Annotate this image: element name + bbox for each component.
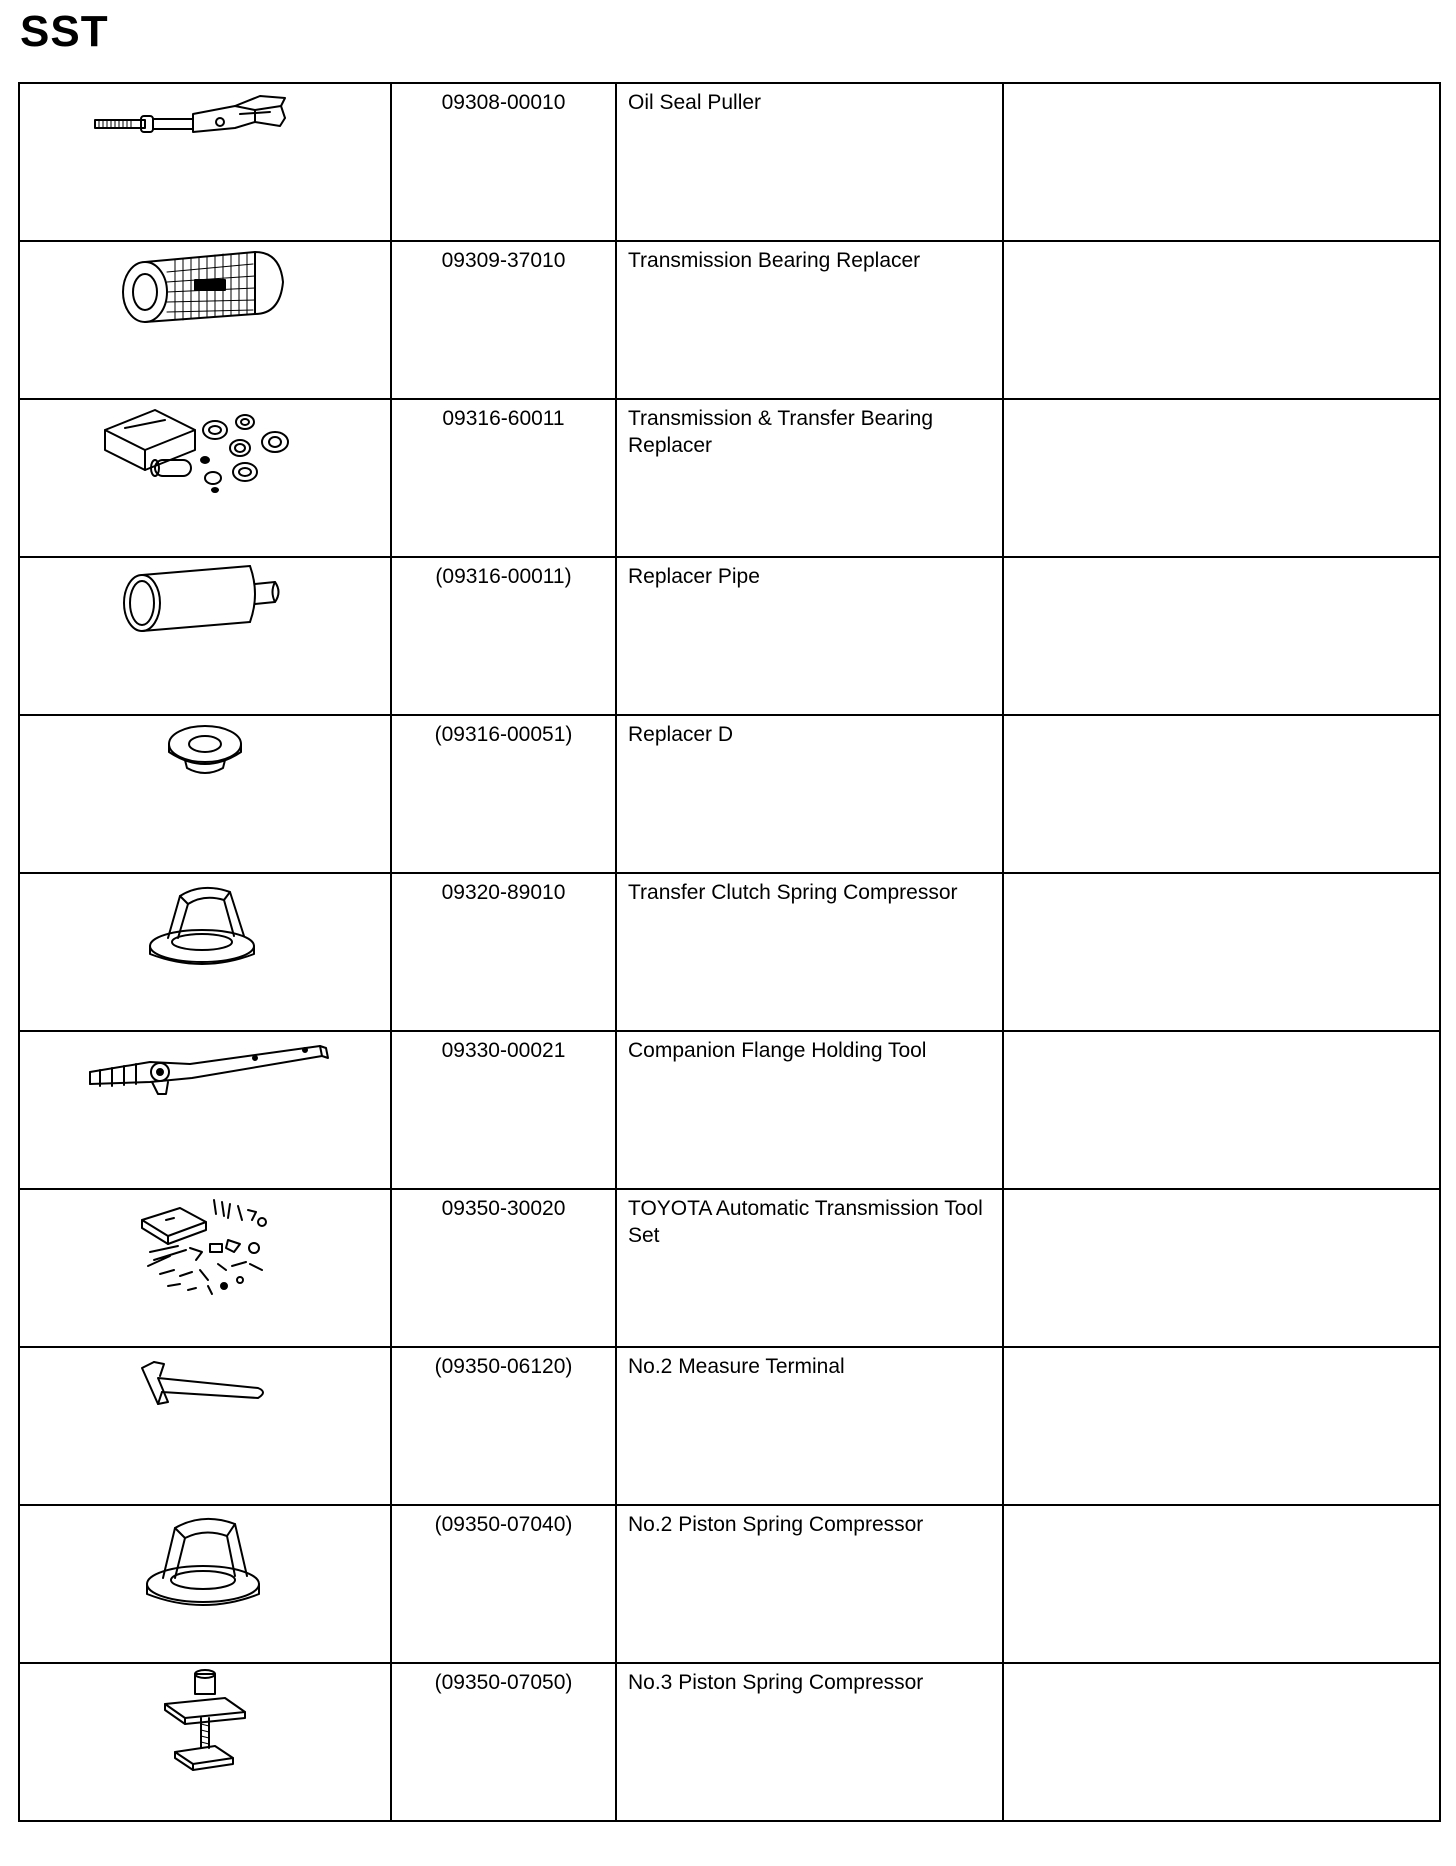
table-row <box>19 873 1440 1031</box>
tool-name: No.2 Piston Spring Compressor <box>628 1513 924 1536</box>
tool-name: Transmission & Transfer Bearing Replacer <box>628 407 934 457</box>
bearing-replacer-set-illustration <box>95 400 315 500</box>
table-row <box>19 1347 1440 1505</box>
table-row <box>19 241 1440 399</box>
tool-name-cell <box>616 83 1003 241</box>
part-number: (09350-07040) <box>434 1513 573 1536</box>
tool-illustration-cell <box>19 83 391 241</box>
tool-name-cell <box>616 557 1003 715</box>
note-cell <box>1003 557 1440 715</box>
tool-name: Transmission Bearing Replacer <box>628 249 921 272</box>
tool-name: Oil Seal Puller <box>628 91 762 114</box>
tool-illustration-cell <box>19 1189 391 1347</box>
part-number: 09320-89010 <box>441 881 566 904</box>
table-row <box>19 399 1440 557</box>
oil-seal-puller-illustration <box>85 84 325 154</box>
tool-name-cell <box>616 241 1003 399</box>
tool-name: Companion Flange Holding Tool <box>628 1039 927 1062</box>
table-row <box>19 1663 1440 1821</box>
part-number: 09308-00010 <box>441 91 566 114</box>
tool-illustration-cell <box>19 399 391 557</box>
part-number: 09316-60011 <box>442 407 565 430</box>
part-number-cell <box>391 83 616 241</box>
note-cell <box>1003 399 1440 557</box>
note-cell <box>1003 715 1440 873</box>
part-number-cell <box>391 399 616 557</box>
tool-name: No.2 Measure Terminal <box>628 1355 845 1378</box>
part-number-cell <box>391 1663 616 1821</box>
note-cell <box>1003 241 1440 399</box>
note-cell <box>1003 1347 1440 1505</box>
note-cell <box>1003 1189 1440 1347</box>
tool-name-cell <box>616 1031 1003 1189</box>
note-cell <box>1003 83 1440 241</box>
piston-spring-compressor-illustration <box>135 1506 275 1616</box>
tool-name-cell <box>616 873 1003 1031</box>
tool-name-cell <box>616 399 1003 557</box>
note-cell <box>1003 1031 1440 1189</box>
table-row <box>19 1505 1440 1663</box>
tool-name-cell <box>616 1505 1003 1663</box>
table-row <box>19 1189 1440 1347</box>
table-row <box>19 83 1440 241</box>
part-number-cell <box>391 715 616 873</box>
part-number-cell <box>391 873 616 1031</box>
tool-name-cell <box>616 1347 1003 1505</box>
part-number-cell <box>391 557 616 715</box>
piston-spring-compressor-3-illustration <box>155 1664 255 1784</box>
tool-name-cell <box>616 715 1003 873</box>
part-number-cell <box>391 1189 616 1347</box>
sst-table <box>18 82 1441 1822</box>
part-number: (09350-07050) <box>434 1671 573 1694</box>
part-number: 09350-30020 <box>441 1197 566 1220</box>
spring-compressor-illustration <box>140 874 270 974</box>
part-number: 09330-00021 <box>441 1039 566 1062</box>
tool-name-cell <box>616 1189 1003 1347</box>
tool-illustration-cell <box>19 1505 391 1663</box>
tool-illustration-cell <box>19 1663 391 1821</box>
table-row <box>19 557 1440 715</box>
part-number: 09309-37010 <box>441 249 566 272</box>
part-number-cell <box>391 241 616 399</box>
part-number-cell <box>391 1505 616 1663</box>
tool-name: Replacer Pipe <box>628 565 760 588</box>
part-number-cell <box>391 1347 616 1505</box>
tool-illustration-cell <box>19 715 391 873</box>
tool-name: No.3 Piston Spring Compressor <box>628 1671 924 1694</box>
tool-name-cell <box>616 1663 1003 1821</box>
tool-set-illustration <box>130 1190 280 1300</box>
part-number: (09316-00011) <box>435 565 572 588</box>
tool-name: TOYOTA Automatic Transmission Tool Set <box>628 1197 983 1247</box>
replacer-pipe-illustration <box>110 558 300 638</box>
tool-illustration-cell <box>19 873 391 1031</box>
measure-terminal-illustration <box>130 1348 280 1418</box>
note-cell <box>1003 1663 1440 1821</box>
tool-illustration-cell <box>19 1031 391 1189</box>
bearing-replacer-illustration <box>105 242 305 332</box>
note-cell <box>1003 1505 1440 1663</box>
table-row <box>19 715 1440 873</box>
tool-illustration-cell <box>19 241 391 399</box>
part-number: (09316-00051) <box>434 723 573 746</box>
page-title: SST <box>20 7 109 56</box>
note-cell <box>1003 873 1440 1031</box>
tool-name: Transfer Clutch Spring Compressor <box>628 881 958 904</box>
tool-name: Replacer D <box>628 723 734 746</box>
part-number-cell <box>391 1031 616 1189</box>
tool-illustration-cell <box>19 1347 391 1505</box>
tool-illustration-cell <box>19 557 391 715</box>
table-row <box>19 1031 1440 1189</box>
part-number: (09350-06120) <box>434 1355 573 1378</box>
replacer-d-illustration <box>155 716 255 786</box>
flange-holding-tool-illustration <box>80 1032 330 1102</box>
